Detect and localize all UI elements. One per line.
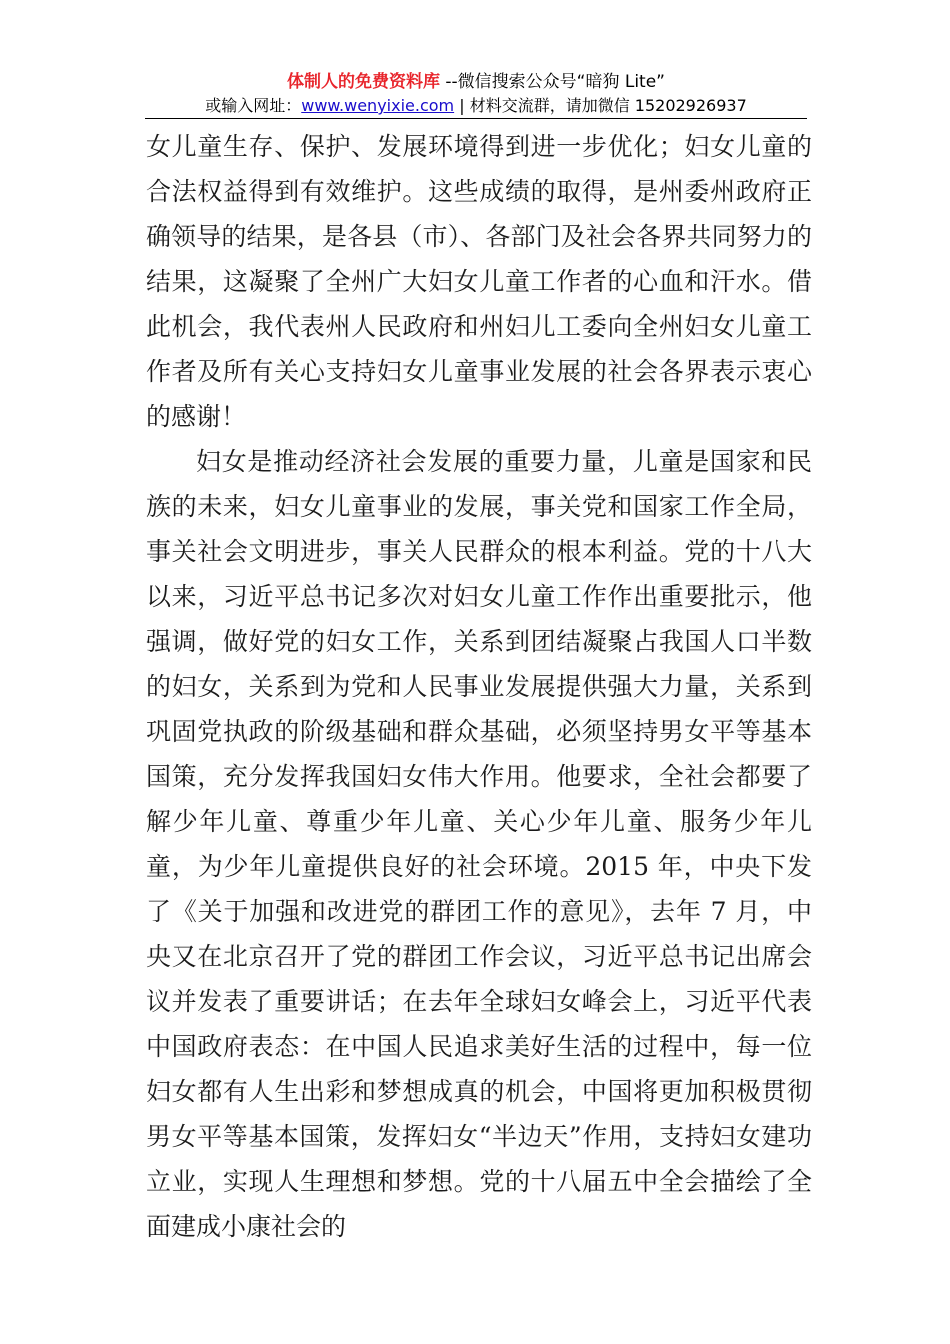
header-divider (145, 118, 807, 119)
header-url-link[interactable]: www.wenyixie.com (301, 96, 455, 115)
header-brand: 体制人的免费资料库 (286, 72, 440, 92)
header-line-1 (145, 70, 807, 94)
header-wechat-note: --微信搜索公众号“暗狗 Lite” (439, 72, 665, 92)
document-body (146, 124, 812, 1249)
header-line-2 (145, 94, 807, 118)
paragraph: 妇女是推动经济社会发展的重要力量，儿童是国家和民族的未来，妇女儿童事业的发展，事关党和国家工作全局，事关社会文明进步，事关人民群众的根本利益。党的十八大以来，习近平总书记多次对妇女儿童工作作出重要批示，他强调，做好党的妇女工作，关系到团结凝聚占我国人口半数的妇女，关系到为党和人民事业发展提供强大力量，关系到巩固党执政的阶级基础和群众基础，必须坚持男女平等基本国策，充分发挥我国妇女伟大作用。他要求，全社会都要了解少年儿童、尊重少年儿童、关心少年儿童、服务少年儿童，为少年儿童提供良好的社会环境。2015 年，中央下发了《关于加强和改进党的群团工作的意见》，去年 7 月，中央又在北京召开了党的群团工作会议，习近平总书记出席会议并发表了重要讲话；在去年全球妇女峰会上，习近平代表中国政府表态：在中国人民追求美好生活的过程中，每一位妇女都有人生出彩和梦想成真的机会，中国将更加积极贯彻男女平等基本国策，发挥妇女“半边天”作用，支持妇女建功立业，实现人生理想和梦想。党的十八届五中全会描绘了全面建成小康社会的 (146, 447, 812, 1241)
page-header (145, 70, 807, 118)
header-contact-note: | 材料交流群，请加微信 15202926937 (454, 96, 747, 115)
header-url-prefix: 或输入网址： (205, 96, 302, 115)
paragraph: 女儿童生存、保护、发展环境得到进一步优化；妇女儿童的合法权益得到有效维护。这些成绩的取得，是州委州政府正确领导的结果，是各县（市）、各部门及社会各界共同努力的结果，这凝聚了全州广大妇女儿童工作者的心血和汗水。借此机会，我代表州人民政府和州妇儿工委向全州妇女儿童工作者及所有关心支持妇女儿童事业发展的社会各界表示衷心的感谢！ (146, 132, 812, 431)
